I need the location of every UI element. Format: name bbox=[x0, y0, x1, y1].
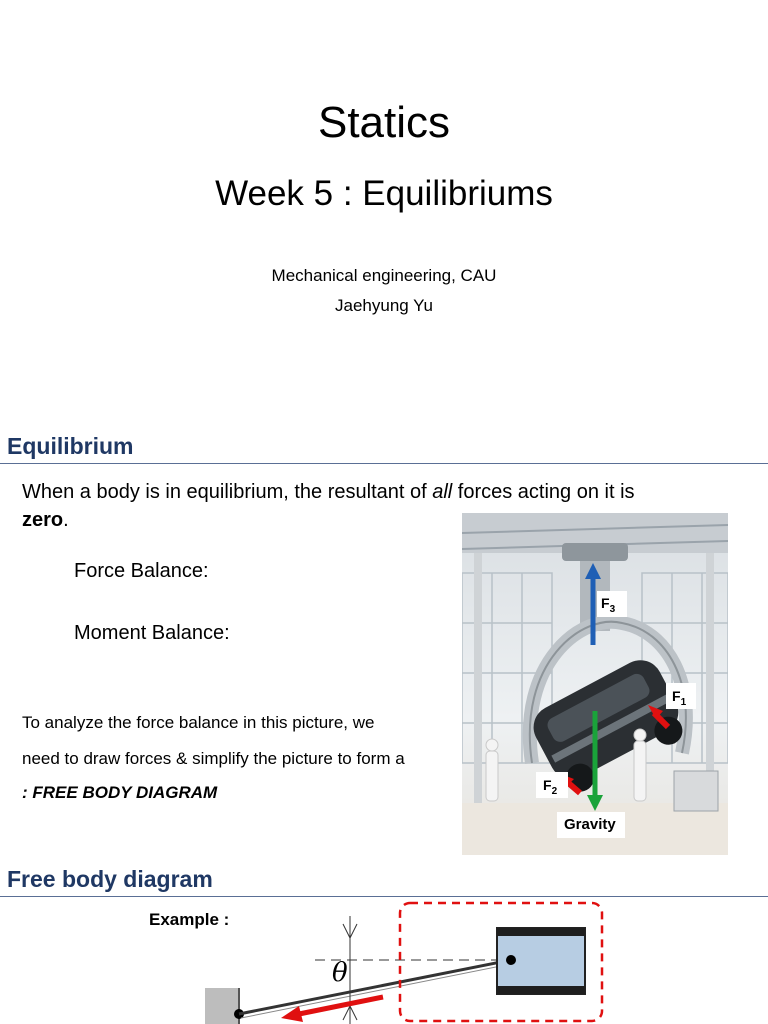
example-label: Example : bbox=[149, 910, 230, 929]
moment-balance-label: Moment Balance: bbox=[74, 622, 230, 644]
angle-theta-label: θ bbox=[332, 958, 348, 988]
car-hoist-photo bbox=[462, 513, 728, 855]
label-f2: $F_2$ bbox=[543, 777, 558, 797]
label-f1: $F_1$ bbox=[672, 688, 687, 708]
slide-title: Statics bbox=[317, 98, 451, 147]
free-body-diagram-label: : FREE BODY DIAGRAM bbox=[22, 783, 218, 802]
section-divider bbox=[0, 463, 768, 464]
label-f3: $F_3$ bbox=[601, 595, 616, 615]
equilibrium-heading: Equilibrium bbox=[7, 433, 134, 459]
free-body-heading: Free body diagram bbox=[7, 866, 213, 892]
label-gravity: Gravity bbox=[564, 816, 616, 833]
analyze-line-2: need to draw forces & simplify the picture to form a bbox=[22, 749, 405, 768]
force-balance-label: Force Balance: bbox=[74, 560, 209, 582]
example-diagram bbox=[195, 898, 615, 1024]
author-name: Jaehyung Yu bbox=[335, 296, 433, 315]
slide-subtitle: Week 5 : Equilibriums bbox=[215, 174, 553, 213]
affiliation-text: Mechanical engineering, CAU bbox=[271, 266, 497, 285]
section-divider-2 bbox=[0, 896, 768, 897]
intro-line-1: When a body is in equilibrium, the resultant of all forces acting on it is bbox=[22, 481, 635, 503]
intro-line-2: zero. bbox=[22, 509, 69, 531]
analyze-line-1: To analyze the force balance in this picture, we bbox=[22, 713, 375, 732]
